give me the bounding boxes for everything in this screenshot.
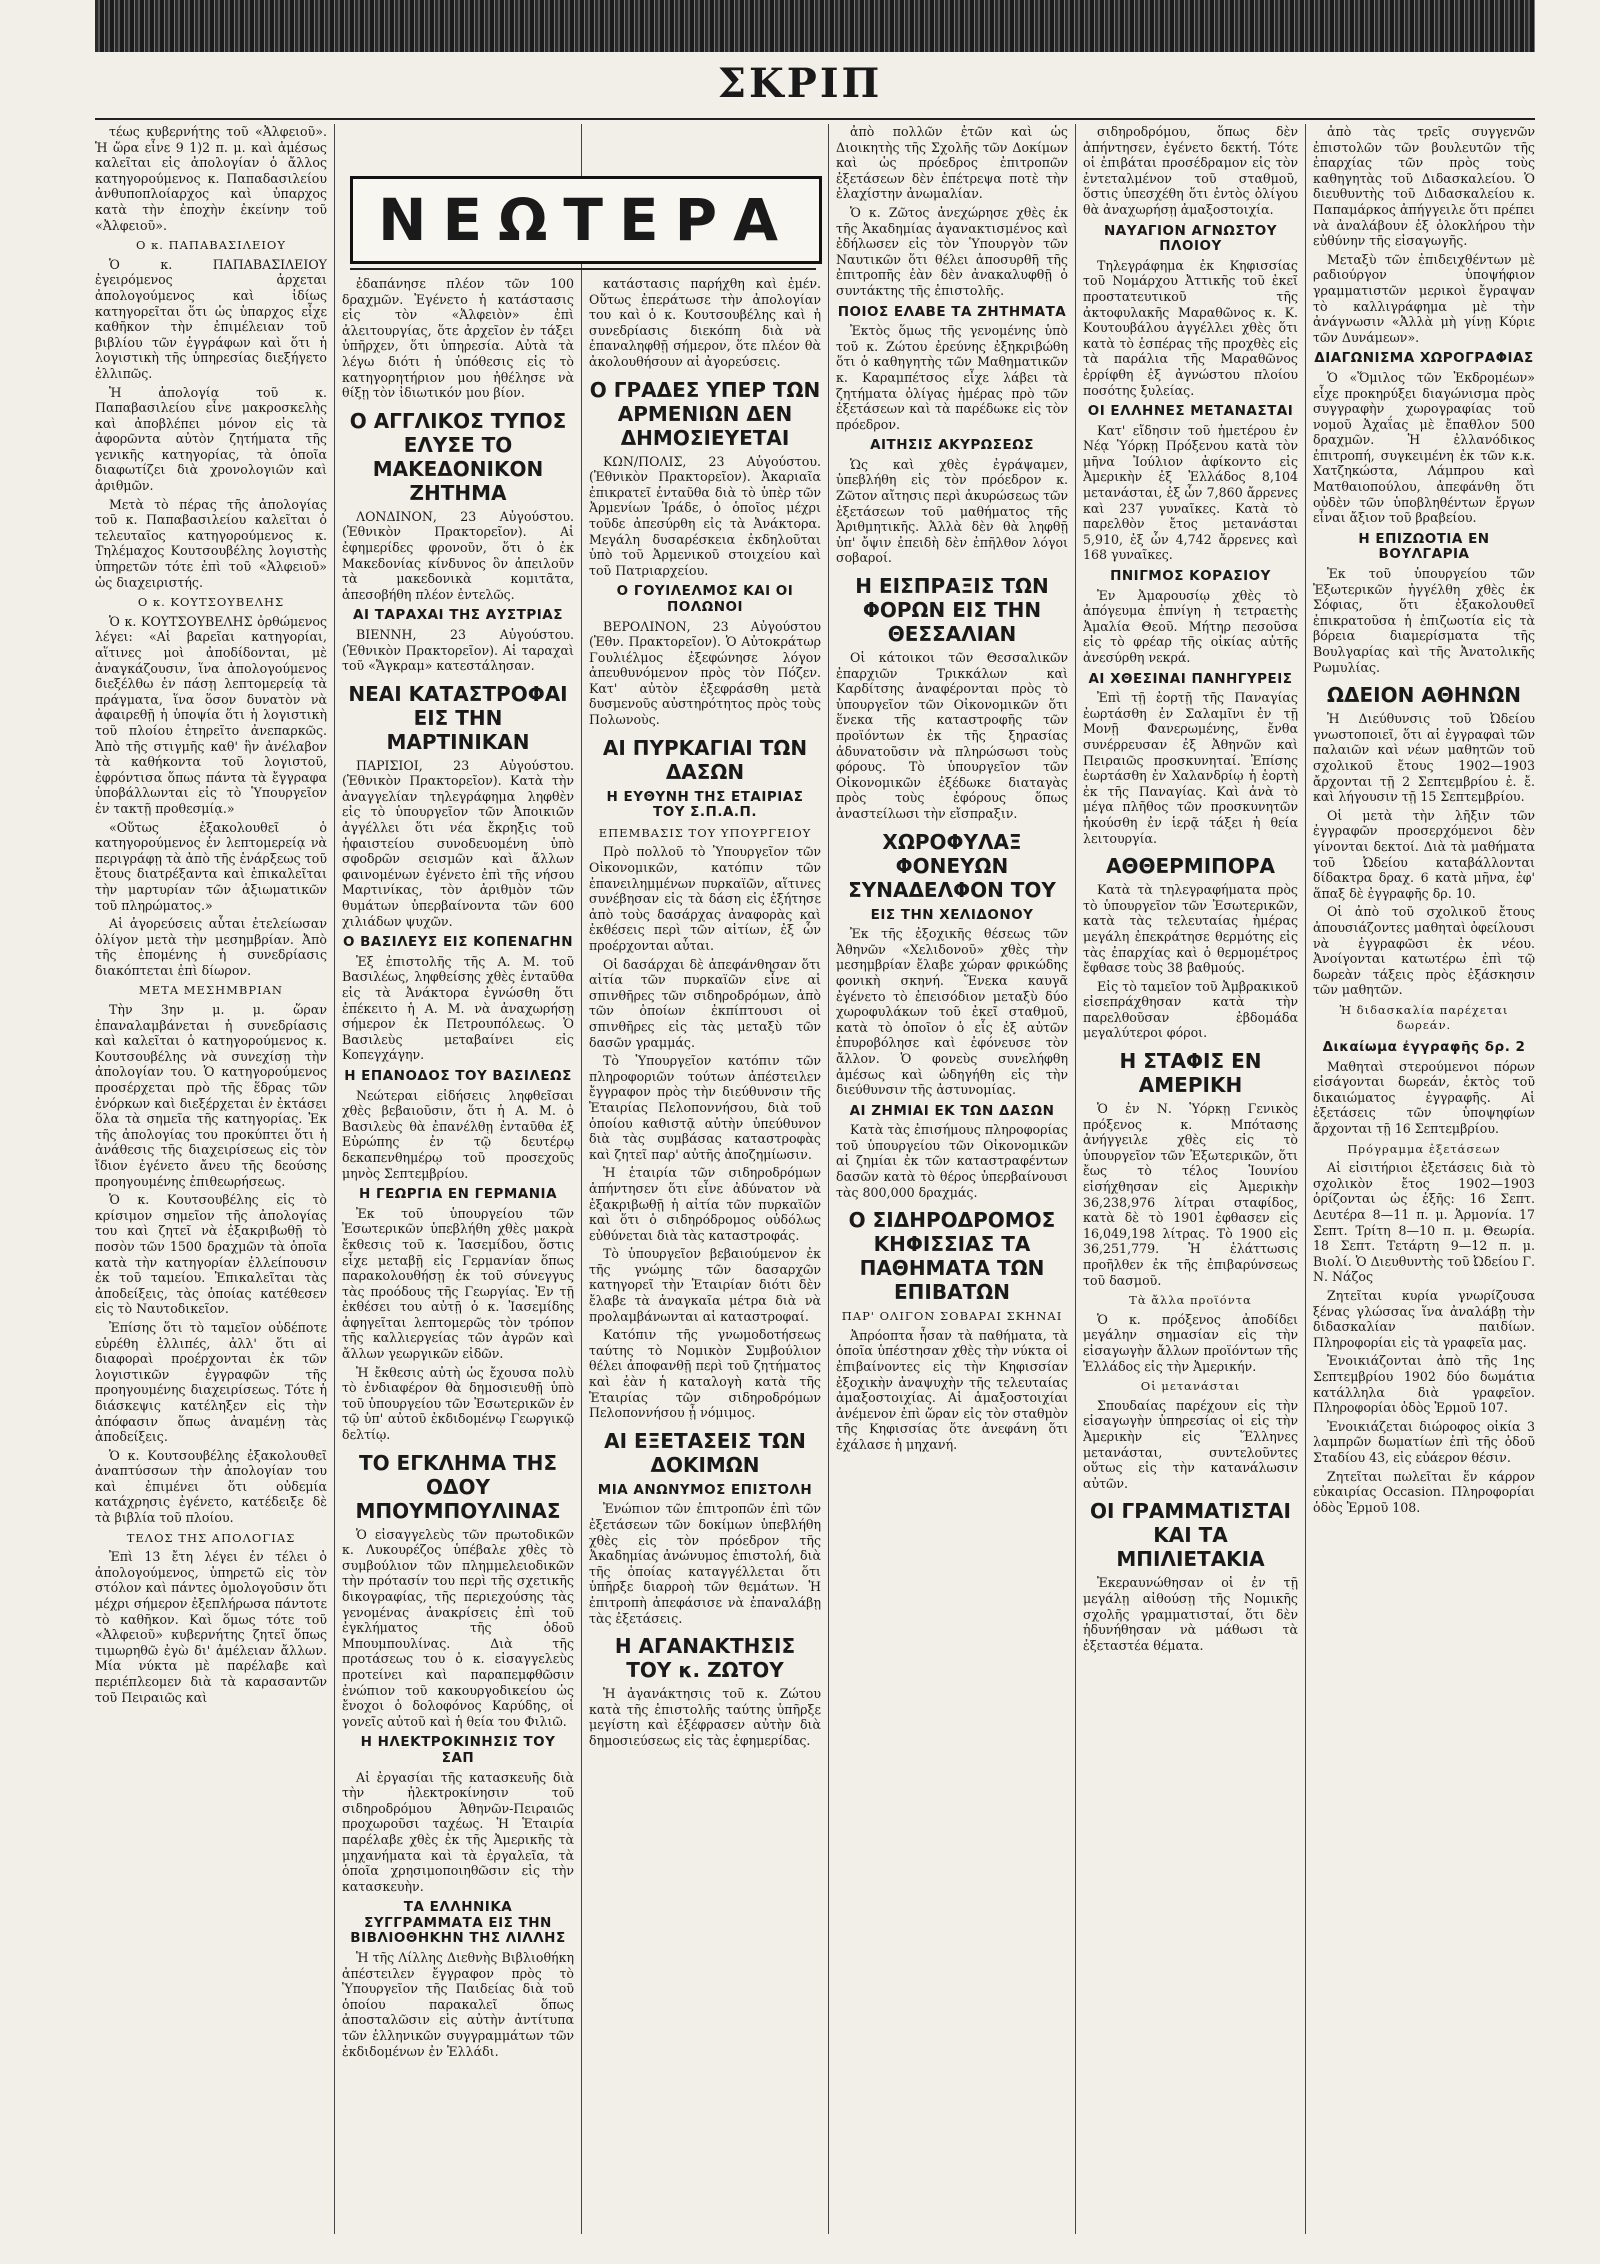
headline: ΧΩΡΟΦΥΛΑΞ ΦΟΝΕΥΩΝ ΣΥΝΑΔΕΛΦΟΝ ΤΟΥ (848, 829, 1056, 902)
subheading: Ἡ διδασκαλία παρέχεται δωρεάν. (1339, 1002, 1509, 1033)
column-divider (1305, 124, 1306, 2234)
section-heading: ΕΙΣ ΤΗΝ ΧΕΛΙΔΟΝΟΥ (870, 906, 1034, 923)
subheading: ΜΕΤΑ ΜΕΣΗΜΒΡΙΑΝ (138, 983, 283, 998)
column-divider (1075, 124, 1076, 2234)
paragraph: ΛΟΝΔΙΝΟΝ, 23 Αὐγούστου. (Ἐθνικὸν Πρακτορεῖον). Αἱ ἐφημερίδες φρονοῦν, ὅτι ὁ ἐκ Μακεδονίας κίνδυνος ὃν ἀπειλοῦν τὰ μακεδονικὰ κομιτᾶτα, ἀπεσοβήθη πλέον ἐντελῶς. (342, 508, 574, 602)
headline: ΝΕΑΙ ΚΑΤΑΣΤΡΟΦΑΙ ΕΙΣ ΤΗΝ ΜΑΡΤΙΝΙΚΑΝ (348, 681, 568, 754)
paragraph: Ὁ εἰσαγγελεὺς τῶν πρωτοδικῶν κ. Λυκουρέζος ὑπέβαλε χθὲς τὸ συμβούλιον τῶν πλημμελειοδικῶν τὴν πρότασίν του περὶ τῆς σχετικῆς δικογραφίας, τῆς περιεχούσης τὰς γενομένας ἀνακρίσεις ἐπὶ τοῦ ἐγκλήματος τῆς ὁδοῦ Μπουμπουλίνας. Διὰ τῆς προτάσεως του ὁ κ. εἰσαγγελεὺς προτείνει καὶ παραπεμφθῶσιν ἐνώπιον τοῦ κακουργοδικείου ὡς ἔνοχοι ὁ δολοφόνος Καρύδης, οἱ γονεῖς αὐτοῦ καὶ ἡ θεία του Φιλιῶ. (342, 1526, 574, 1729)
section-heading: Η ΓΕΩΡΓΙΑ ΕΝ ΓΕΡΜΑΝΙΑ (358, 1186, 558, 1203)
paragraph: Σπουδαίας παρέχουν εἰς τὴν εἰσαγωγὴν ὑπηρεσίας οἱ εἰς τὴν Ἀμερικὴν εἰς Ἕλληνες μετανάσται, συντελοῦντες οὕτως εἰς τὴν κατανάλωσιν αὐτῶν. (1083, 1397, 1298, 1491)
section-heading: ΑΙ ΖΗΜΙΑΙ ΕΚ ΤΩΝ ΔΑΣΩΝ (849, 1102, 1055, 1119)
headline: ΤΟ ΕΓΚΛΗΜΑ ΤΗΣ ΟΔΟΥ ΜΠΟΥΜΠΟΥΛΙΝΑΣ (355, 1450, 561, 1523)
paragraph: τέως κυβερνήτης τοῦ «Ἀλφειοῦ». Ἡ ὥρα εἶνε 9 1)2 π. μ. καὶ ἀμέσως καλεῖται εἰς ἀπολογίαν ὁ ἄλλος κατηγορούμενος κ. Παπαδασιλείου ἀνθυποπλοίαρχος καὶ ὑπαρχος κατὰ τὴν ἐποχὴν ἐκείνην τοῦ «Ἀλφειοῦ». (95, 124, 327, 233)
section-heading: Η ΕΠΑΝΟΔΟΣ ΤΟΥ ΒΑΣΙΛΕΩΣ (344, 1067, 572, 1084)
paragraph: Ἡ ἑταιρία τῶν σιδηροδρόμων ἀπήντησεν ὅτι εἶνε ἀδύνατον νὰ ἐξακριβωθῇ ἡ αἰτία τῶν πυρκαϊῶν καὶ ὅτι ὁ σιδηρόδρομος οὐδόλως εὐθύνεται διὰ τὰς καταστροφάς. (589, 1165, 821, 1243)
paragraph: ΠΑΡΙΣΙΟΙ, 23 Αὐγούστου. (Ἐθνικὸν Πρακτορεῖον). Κατὰ τὴν ἀναγγελίαν τηλεγράφημα ληφθὲν εἰς τὸ ὑπουργεῖον τῶν Ἀποικιῶν ἀγγέλλει ὅτι νέα ἔκρηξις τοῦ ἡφαιστείου συνοδευομένη ὑπὸ σφοδρῶν σεισμῶν καὶ ἄλλων φαινομένων ἐγένετο ἐπὶ τῆς νήσου Μαρτινίκας, τὸν ἀριθμὸν τῶν θυμάτων ὑπερβαίνοντα τῶν 600 χιλιάδων ψυχῶν. (342, 757, 574, 929)
section-heading: ΑΙΤΗΣΙΣ ΑΚΥΡΩΣΕΩΣ (870, 437, 1034, 454)
headline: ΑΙ ΕΞΕΤΑΣΕΙΣ ΤΩΝ ΔΟΚΙΜΩΝ (604, 1428, 806, 1477)
paragraph: Ἐπὶ 13 ἔτη λέγει ἐν τέλει ὁ ἀπολογούμενος, ὑπηρετῶ εἰς τὸν στόλον καὶ πάντες ὁμολογοῦσιν ὅτι μέχρι σήμερον ἐξεπλήρωσα πάντοτε τὸ καθῆκον. Καὶ ὅμως τότε τοῦ «Ἀλφειοῦ» κυβερνήτης ζητεῖ ὅπως τιμωρηθῶ ἐγὼ δι' ἀμέλειαν ἄλλων. Μία νύκτα μὲ παρέλαβε καὶ περιέπλεομεν διὰ τὰ καρασαντῶν τοῦ Πειραιῶς καὶ (95, 1549, 327, 1705)
subheading: ΠΑΡ' ΟΛΙΓΟΝ ΣΟΒΑΡΑΙ ΣΚΗΝΑΙ (841, 1309, 1063, 1324)
paragraph: Μετὰ τὸ πέρας τῆς ἀπολογίας τοῦ κ. Παπαβασιλείου καλεῖται ὁ τελευταῖος κατηγορούμενος κ. Τηλέμαχος Κουτσουβέλης λογιστὴς ὑπηρετῶν τότε ἐπὶ τοῦ «Ἀλφειοῦ» ὡς διαχειριστής. (95, 496, 327, 590)
section-heading: Δικαίωμα ἐγγραφῆς δρ. 2 (1322, 1039, 1526, 1056)
paragraph: Πρὸ πολλοῦ τὸ Ὑπουργεῖον τῶν Οἰκονομικῶν, κατόπιν τῶν ἐπανειλημμένων πυρκαϊῶν, αἵτινες συνέβησαν εἰς τὰ δάση εἰς ἐξήτησε ἀπὸ τοὺς δασάρχας ἀναφορὰς καὶ ἐκθέσεις περὶ τῶν αἰτίων, ἐξ ὧν προέρχονται αὗται. (589, 844, 821, 953)
headline: Ο ΑΓΓΛΙΚΟΣ ΤΥΠΟΣ ΕΛΥΣΕ ΤΟ ΜΑΚΕΔΟΝΙΚΟΝ ΖΗΤΗΜΑ (349, 408, 567, 505)
paragraph: Αἱ εἰσιτήριοι ἐξετάσεις διὰ τὸ σχολικὸν ἔτος 1902—1903 ὁρίζονται ὡς ἑξῆς: 16 Σεπτ. Δευτέρα 8—11 π. μ. Ἁρμονία. 17 Σεπτ. Τρίτη 8—10 π. μ. Θεωρία. 18 Σεπτ. Τετάρτη 9—12 π. μ. Βιολί. Ὁ Διευθυντὴς τοῦ Ὠδείου Γ. Ν. Νάζος (1313, 1160, 1535, 1285)
paragraph: κατάστασις παρήχθη καὶ ἐμέν. Οὕτως ἐπεράτωσε τὴν ἀπολογίαν του καὶ ὁ κ. Κουτσουβέλης καὶ ἡ συνεδρίασις διεκόπη διὰ νὰ ἐπαναληφθῇ σήμερον, ὅτε πλέον θὰ ἀκολουθήσουν αἱ ἀγορεύσεις. (589, 276, 821, 369)
paragraph: Ἐκτὸς ὅμως τῆς γενομένης ὑπὸ τοῦ κ. Ζώτου ἐρεύνης ἐξηκριβώθη ὅτι ὁ καθηγητὴς τῶν Μαθηματικῶν κ. Καραμπέτσος εἶχε λάβει τὰ ζητήματα ὀλίγας ἡμέρας πρὸ τῶν ἐξετάσεων καὶ τὰ παρέδωκε εἰς τὸν πρόεδρον. (836, 323, 1068, 432)
paragraph: Οἱ μετὰ τὴν λῆξιν τῶν ἐγγραφῶν προσερχόμενοι δὲν γίνονται δεκτοί. Διὰ τὰ μαθήματα τοῦ Ὠδείου καταβάλλονται δίδακτρα δραχ. 6 κατὰ μῆνα, ἐφ' ἅπαξ δὲ ἐγγραφῆς δρ. 10. (1313, 807, 1535, 901)
paragraph: Οἱ κάτοικοι τῶν Θεσσαλικῶν ἐπαρχιῶν Τρικκάλων καὶ Καρδίτσης ἀναφέρονται πρὸς τὸ ὑπουργεῖον τῶν Οἰκονομικῶν ὅτι ἕνεκα τῆς καταστροφῆς τῶν προϊόντων ἐκ τῆς ξηρασίας ἀδυνατοῦσιν νὰ πληρώσωσι τοὺς φόρους. Τὸ ὑπουργεῖον τῶν Οἰκονομικῶν ἐξέδωκε διαταγὰς πρὸς τοὺς ἐφόρους ὅπως ἀναστείλωσι τὴν εἴσπραξιν. (836, 650, 1068, 821)
paragraph: Ὁ ἐν Ν. Ὑόρκῃ Γενικὸς πρόξενος κ. Μπότασης ἀνήγγειλε χθὲς εἰς τὸ ὑπουργεῖον τῶν Ἐξωτερικῶν, ὅτι ἔως τὸ τέλος Ἰουνίου εἰσήχθησαν εἰς Ἀμερικὴν 36,238,976 λίτραι σταφίδος, κατὰ δὲ τὸ 1901 ἐφθασεν εἰς 16,049,198 λίτρας. Τὸ 1900 εἰς 36,251,779. Ἡ ἐλάττωσις προῆλθεν ἐκ τῆς ἐπιβαρύνσεως τοῦ δασμοῦ. (1083, 1101, 1298, 1288)
paragraph: Ἀπρόοπτα ἦσαν τὰ παθήματα, τὰ ὁποῖα ὑπέστησαν χθὲς τὴν νύκτα οἱ ἐπιβαίνοντες εἰς τὴν Κηφισσίαν ἐξοχικὴν ἀναψυχὴν τῆς τελευταίας ἀμαξοστοιχίας. Αἱ ἁμαξοστοιχίαι ἀνέμενον ἐπὶ ὥραν εἰς τὸν σταθμὸν τῆς Κηφισσίας ὅτε ἀνεφάνη ὅτι ἐχάλασε ἡ μηχανή. (836, 1327, 1068, 1452)
section-heading: ΤΑ ΕΛΛΗΝΙΚΑ ΣΥΓΓΡΑΜΜΑΤΑ ΕΙΣ ΤΗΝ ΒΙΒΛΙΟΘΗΚΗΝ ΤΗΣ ΛΙΛΛΗΣ (350, 1899, 566, 1947)
paragraph: Ἐνώπιον τῶν ἐπιτροπῶν ἐπὶ τῶν ἐξετάσεων τῶν δοκίμων ὑπεβλήθη χθὲς εἰς τὸν πρόεδρον τῆς Ἀκαδημίας ἀνώνυμος ἐπιστολή, διὰ τῆς ὁποίας καταγγέλλεται ὅτι ὑπῆρξε διαρροὴ τῶν θεμάτων. Ἡ ἐπιτροπὴ ἀπεφάσισε νὰ ἐπαναλάβῃ τὰς ἐξετάσεις. (589, 1501, 821, 1626)
paragraph: Κατὰ τὰς ἐπισήμους πληροφορίας τοῦ ὑπουργείου τῶν Οἰκονομικῶν αἱ ζημίαι ἐκ τῶν καταστραφέντων δασῶν κατὰ τὸ θέρος ὑπερβαίνουσι τὰς 800,000 δραχμάς. (836, 1122, 1068, 1200)
paragraph: Οἱ ἀπὸ τοῦ σχολικοῦ ἔτους ἀπουσιάζοντες μαθηταὶ ὀφείλουσι νὰ ἐγγραφῶσι ἐκ νέου. Ἀνοίγονται κατωτέρω ἐπὶ τῷ δωρεὰν τάξεις πρὸς ἐξάσκησιν τῶν μαθητῶν. (1313, 904, 1535, 998)
paragraph: ΚΩΝ/ΠΟΛΙΣ, 23 Αὐγούστου. (Ἐθνικὸν Πρακτορεῖον). Ἀκαριαῖα ἐπικρατεῖ ἐνταῦθα διὰ τὸ ὑπὲρ τῶν Ἀρμενίων Ἰράδε, ὁ ὁποῖος μέχρι τοῦδε ἀπεσύρθη εἰς τὰ Ἀνάκτορα. Μεγάλη δυσαρέσκεια ἐκδηλοῦται ὑπὸ τοῦ Ἀρμενικοῦ στοιχείου καὶ τοῦ Πατριαρχείου. (589, 453, 821, 578)
section-heading: Η ΕΠΙΖΩΟΤΙΑ ΕΝ ΒΟΥΛΓΑΡΙΑ (1358, 530, 1490, 563)
paragraph: Μαθηταὶ στερούμενοι πόρων εἰσάγονται δωρεάν, ἐκτὸς τοῦ δικαιώματος ἐγγραφῆς. Αἱ ἐξετάσεις τῶν ὑποψηφίων ἄρχονται τῇ 16 Σεπτεμβρίου. (1313, 1058, 1535, 1137)
paragraph: ἐδαπάνησε πλέον τῶν 100 δραχμῶν. Ἐγένετο ἡ κατάστασις εἰς τὸν «Ἀλφειὸν» ἐπὶ ἀλειτουργίας, ὅτε ἀρχεῖον ἐν τάξει ὑπῆρχεν, ὅτι ὑπηρεσία. Αὐτὰ τὰ λέγω διότι ἡ ὑπόθεσις εἰς τὸ κατηγορητήριον μου ἠθέλησε νὰ θίξῃ τὸν ἰδιωτικόν μου βίον. (342, 276, 574, 401)
paragraph: Ὁ κ. πρόξενος ἀποδίδει μεγάλην σημασίαν εἰς τὴν εἰσαγωγὴν ἄλλων προϊόντων τῆς Ἑλλάδος εἰς τὴν Ἀμερικήν. (1083, 1311, 1298, 1374)
paragraph: Νεώτεραι εἰδήσεις ληφθεῖσαι χθὲς βεβαιοῦσιν, ὅτι ἡ Α. Μ. ὁ Βασιλεὺς θὰ ἐπανέλθῃ ἐνταῦθα ἐξ Εὐρώπης ἐν τῷ δευτέρῳ δεκαπενθημέρῳ τοῦ προσεχοῦς μηνὸς Σεπτεμβρίου. (342, 1087, 574, 1181)
column-5 (1083, 124, 1298, 2234)
paragraph: Ἐκεραυνώθησαν οἱ ἐν τῇ μεγάλῃ αἰθούσῃ τῆς Νομικῆς σχολῆς γραμματισταί, ὅτι δὲν ἠδυνήθησαν νὰ μάθωσι τὰ ἐξεταστέα θέματα. (1083, 1575, 1298, 1653)
subheading: ΕΠΕΜΒΑΣΙΣ ΤΟΥ ΥΠΟΥΡΓΕΙΟΥ (598, 825, 812, 840)
paragraph: Ἡ ἀπολογία τοῦ κ. Παπαβασιλείου εἶνε μακροσκελὴς καὶ ἀποβλέπει μόνον εἰς τὰ ἀφορῶντα αὐτὸν ζητήματα τῆς γενικῆς κατηγορίας, τὰ ὁποῖα διαφωτίζει διὰ χρονολογιῶν καὶ ἀριθμῶν. (95, 384, 327, 494)
paragraph: Ὁ «Ὅμιλος τῶν Ἐκδρομέων» εἶχε προκηρύξει διαγώνισμα πρὸς συγγραφὴν χωρογραφίας τοῦ νομοῦ Ἀχαΐας μὲ ἔπαθλον 500 δραχμῶν. Ἡ ἐλλανόδικος ἐπιτροπή, συγκειμένη ἐκ τῶν κ.κ. Χατζηκώστα, Λάμπρου καὶ Ματθαιοπούλου, ἀπεφάνθη ὅτι οὐδὲν τῶν ὑποβληθέντων ἔργων εἶναι ἄξιον τοῦ βραβείου. (1313, 369, 1535, 526)
paragraph: Οἱ δασάρχαι δὲ ἀπεφάνθησαν ὅτι αἰτία τῶν πυρκαϊῶν εἶνε αἱ σπινθῆρες τῶν σιδηροδρόμων, ἀπὸ τῶν ὁποίων ἐκπίπτουσι οἱ σπινθῆρες εἰς τὰς μεταξὺ τῶν δασῶν γραμμάς. (589, 956, 821, 1050)
paragraph: Ἡ Διεύθυνσις τοῦ Ὠδείου γνωστοποιεῖ, ὅτι αἱ ἐγγραφαὶ τῶν παλαιῶν καὶ νέων μαθητῶν τοῦ σχολικοῦ ἔτους 1902—1903 ἄρχονται τῇ 2 Σεπτεμβρίου ἐ. ἔ. καὶ λήγουσιν τῇ 15 Σεπτεμβρίου. (1313, 711, 1535, 805)
paragraph: Ἐν Ἀμαρουσίῳ χθὲς τὸ ἀπόγευμα ἐπνίγη ἡ τετραετὴς Ἀμαλία Θεοῦ. Μήτηρ πεσοῦσα εἰς τὸ φρέαρ τῆς οἰκίας αὐτῆς ἀνεσύρθη νεκρά. (1083, 587, 1298, 665)
paragraph: Ὁ κ. ΠΑΠΑΒΑΣΙΛΕΙΟΥ ἐγειρόμενος ἀρχεται ἀπολογούμενος καὶ ἰδίως κατηγορεῖται ὅτι ὡς ὑπαρχος εἶχε καθῆκον τὴν ἐπιμέλειαν τοῦ βιβλίου τῶν ἐγγράφων καὶ ὅτι ἡ λογιστικὴ τῆς ὑπηρεσίας διεξήγετο ἐλλιπῶς. (95, 256, 327, 381)
section-heading: ΜΙΑ ΑΝΩΝΥΜΟΣ ΕΠΙΣΤΟΛΗ (597, 1481, 813, 1498)
column-1 (95, 124, 327, 2234)
subheading: Ο κ. ΠΑΠΑΒΑΣΙΛΕΙΟΥ (136, 238, 286, 253)
paragraph: ἀπὸ πολλῶν ἐτῶν καὶ ὡς Διοικητὴς τῆς Σχολῆς τῶν Δοκίμων καὶ ὡς πρόεδρος ἐπιτροπῶν ἐξετάσεων δὲν ἐπέτρεψα ποτὲ τὴν ἐλαχίστην ἀνωμαλίαν. (836, 124, 1068, 202)
paragraph: Ζητεῖται πωλεῖται ἕν κάρρον εὐκαιρίας Occasion. Πληροφορίαι ὁδὸς Ἑρμοῦ 108. (1313, 1468, 1535, 1515)
paragraph: «Οὕτως ἐξακολουθεῖ ὁ κατηγορούμενος ἐν λεπτομερείᾳ νὰ περιγράφῃ τὰ ἀπὸ τῆς ἐνάρξεως τοῦ ἔτους διατρέξαντα καὶ ἐπικαλεῖται τὴν μαρτυρίαν τῶν ἀξιωματικῶν τοῦ πληρώματος.» (95, 819, 327, 913)
paragraph: Μεταξὺ τῶν ἐπιδειχθέντων μὲ ραδιούργον ὑποψήφιον γραμματιστῶν μερικοὶ ἔγραψαν τὸ καλλιγράφημα μὲ τὴν ἀνάγνωσιν «Ἀλλὰ μὴ γίνῃ Κύριε τῶν Δυνάμεων». (1313, 251, 1535, 345)
subheading: Πρόγραμμα ἐξετάσεων (1347, 1141, 1501, 1156)
paragraph: Εἰς τὸ ταμεῖον τοῦ Ἀμβρακικοῦ εἰσεπράχθησαν κατὰ τὴν παρελθοῦσαν ἑβδομάδα μεγαλύτεροι φόροι. (1083, 978, 1298, 1041)
subheading: Ο κ. ΚΟΥΤΣΟΥΒΕΛΗΣ (137, 595, 285, 610)
subheading: Οἱ μετανάσται (1140, 1379, 1241, 1394)
paragraph: Ἐπίσης ὅτι τὸ ταμεῖον οὐδέποτε εὑρέθη ἐλλιπές, ἀλλ' ὅτι αἱ διαφοραὶ προέρχονται ἐκ τῶν λογιστικῶν ἐγγραφῶν τῆς προηγουμένης διαχειρίσεως. Τότε ἡ διάσκεψις κατέληξεν εἰς τὴν ἀπόφασιν ὅπως ἀναμένῃ τὰς ἀποδείξεις. (95, 1319, 327, 1445)
section-heading: Η ΕΥΘΥΝΗ ΤΗΣ ΕΤΑΙΡΙΑΣ ΤΟΥ Σ.Π.Α.Π. (606, 788, 804, 821)
column-divider (581, 124, 582, 2234)
paragraph: Τηλεγράφημα ἐκ Κηφισσίας τοῦ Νομάρχου Ἀττικῆς τοῦ ἐκεῖ προστατευτικοῦ τῆς ἀκτοφυλακῆς Μαραθῶνος κ. Κ. Κουτουβάλου ἀγγέλλει χθὲς ὅτι κατὰ τὸ ἑσπέρας τῆς προχθὲς εἰς τὰ παράλια τῆς Μαραθῶνος ἐρρίφθη ἐξ ἀγνώστου πλοίου ποσότης ξυλείας. (1083, 257, 1298, 398)
masthead-rule (95, 118, 1535, 120)
paragraph: Ἡ τῆς Λίλλης Διεθνὴς Βιβλιοθήκη ἀπέστειλεν ἔγγραφον πρὸς τὸ Ὑπουργεῖον τῆς Παιδείας διὰ τοῦ ὁποίου παρακαλεῖ ὅπως ἀποσταλῶσιν εἰς αὐτὴν ἀντίτυπα τῶν ἑλληνικῶν συγγραμμάτων τῶν ἐκδιδομένων ἐν Ἑλλάδι. (342, 1950, 574, 2059)
paragraph: ΒΕΡΟΛΙΝΟΝ, 23 Αὐγούστου (Ἐθν. Πρακτορεῖον). Ὁ Αὐτοκράτωρ Γουλιέλμος ἐξεφώνησε λόγον ἀπευθυνόμενον πρὸς τὸν Πόζεν. Κατ' αὐτὸν ἐξεφράσθη μετὰ δυσμενοῦς αὐστηρότητος πρὸς τοὺς Πολωνοὺς. (589, 618, 821, 728)
paragraph: Ὁ κ. Ζῶτος ἀνεχώρησε χθὲς ἐκ τῆς Ἀκαδημίας ἀγανακτισμένος καὶ ἐδήλωσεν εἰς τὸν Ὑπουργὸν τῶν Ναυτικῶν ὅτι θέλει ἀποσυρθῆ τῆς ἐπιτροπῆς ἐὰν δὲν ἀνακαλυφθῇ ὁ συντάκτης τῆς ἐπιστολῆς. (836, 204, 1068, 298)
paragraph: Ὁ κ. Κουτσουβέλης εἰς τὸ κρίσιμον σημεῖον τῆς ἀπολογίας του καὶ ζητεῖ νὰ ἐξακριβωθῇ τὸ ποσὸν τῶν 1500 δραχμῶν τὰ ὁποῖα κατὰ τὴν κατηγορίαν ἐλλείπουσιν ἐκ τοῦ ταμείου. Ἐπικαλεῖται τὰς ἀποδείξεις, τὰς ὁποίας κατέθεσεν εἰς τὸ Ναυτοδικεῖον. (95, 1192, 327, 1317)
paragraph: ΒΙΕΝΝΗ, 23 Αὐγούστου. (Ἐθνικὸν Πρακτορεῖον). Αἱ ταραχαὶ τοῦ «Ἄγκραμ» κατεστάλησαν. (342, 626, 574, 674)
section-heading: ΠΝΙΓΜΟΣ ΚΟΡΑΣΙΟΥ (1110, 568, 1271, 585)
paragraph: Ἐνοικιάζονται ἀπὸ τῆς 1ης Σεπτεμβρίου 1902 δύο δωμάτια κατάλληλα διὰ γραφεῖον. Πληροφορίαι ὁδὸς Ἑρμοῦ 107. (1313, 1353, 1535, 1416)
paragraph: σιδηροδρόμου, ὅπως δὲν ἀπήντησεν, ἐγένετο δεκτή. Τότε οἱ ἐπιβάται προσέδραμον εἰς τὸν ἐντεταλμένον τοῦ σταθμοῦ, ὅστις ὑπεσχέθη ὅτι ἐντὸς ὀλίγου θὰ ἀναχωρήσῃ ἀμαξοστοιχία. (1083, 124, 1298, 217)
column-divider (828, 124, 829, 2234)
paragraph: Κατ' εἴδησιν τοῦ ἡμετέρου ἐν Νέᾳ Ὑόρκῃ Πρόξενου κατὰ τὸν μῆνα Ἰούλιον ἀφίκοντο εἰς Ἀμερικὴν ἐξ Ἑλλάδος 8,104 μετανάσται, ἐξ ὧν 7,860 ἄρρενες καὶ 237 γυναῖκες. Κατὰ τὸ παρελθὸν ἔτος μετανάσται 5,910, ἐξ ὧν 4,742 ἄρρενες καὶ 168 γυναῖκες. (1083, 422, 1298, 563)
neotera-banner: ΝΕΩΤΕΡΑ (350, 176, 822, 264)
headline: Η ΕΙΣΠΡΑΞΙΣ ΤΩΝ ΦΟΡΩΝ ΕΙΣ ΤΗΝ ΘΕΣΣΑΛΙΑΝ (855, 574, 1049, 647)
paragraph: Αἱ ἐργασίαι τῆς κατασκευῆς διὰ τὴν ἠλεκτροκίνησιν τοῦ σιδηροδρόμου Ἀθηνῶν-Πειραιῶς προχωροῦσι ταχέως. Ἡ Ἑταιρία παρέλαβε χθὲς ἐκ τῆς Ἀμερικῆς τὰ μηχανήματα καὶ τὰ ἐργαλεῖα, τὰ ὁποῖα χρησιμοποιηθῶσιν εἰς τὴν κατασκευὴν. (342, 1769, 574, 1894)
paragraph: Ἡ ἀγανάκτησις τοῦ κ. Ζώτου κατὰ τῆς ἐπιστολῆς ταύτης ὑπῆρξε μεγίστη καὶ ἐξέφρασεν αὐτὴν διὰ δημοσιεύσεως εἰς τὰς ἐφημερίδας. (589, 1686, 821, 1748)
headline: Ο ΓΡΑΔΕΣ ΥΠΕΡ ΤΩΝ ΑΡΜΕΝΙΩΝ ΔΕΝ ΔΗΜΟΣΙΕΥΕΤΑΙ (589, 377, 821, 450)
paragraph: Ζητεῖται κυρία γνωρίζουσα ξένας γλώσσας ἵνα ἀναλάβῃ τὴν διδασκαλίαν παιδίων. Πληροφορίαι εἰς τὰ γραφεῖα μας. (1313, 1287, 1535, 1350)
section-heading: ΠΟΙΟΣ ΕΛΑΒΕ ΤΑ ΖΗΤΗΜΑΤΑ (837, 303, 1067, 320)
paragraph: ἀπὸ τὰς τρεῖς συγγενῶν ἐπιστολῶν τῶν βουλευτῶν τῆς ἐπαρχίας τῶν πρὸς τοὺς καθηγητὰς τοῦ Διδασκαλείου. Ὁ διευθυντὴς τοῦ Διδασκαλείου κ. Παπαμάρκος ἀπήγγειλε ὅτι πρέπει νὰ ἀναλάβουν ἐξ ὁλοκλήρου τὴν εὐθύνην τῆς εἰσαγωγῆς. (1313, 124, 1535, 249)
paragraph: Ἐπὶ τῇ ἑορτῇ τῆς Παναγίας ἐωρτάσθη ἐν Σαλαμῖνι ἐν τῇ Μονῇ Φανερωμένης, ἔνθα συνέρρευσαν ἐξ Ἀθηνῶν καὶ Πειραιῶς προσκυνηταί. Ἐπίσης ἑωρτάσθη ἐν Χαλανδρίῳ ἡ ἑορτὴ ἐκ τῆς Παναγίας. Καὶ ἀνὰ τὸ μέγα πλῆθος τῶν προσκυνητῶν ἠκούσθη ἐν ἱερᾷ τάξει ἡ θεία λειτουργία. (1083, 690, 1298, 846)
column-divider (334, 124, 335, 2234)
section-heading: Ο ΓΟΥΙΛΕΛΜΟΣ ΚΑΙ ΟΙ ΠΟΛΩΝΟΙ (616, 583, 794, 615)
paragraph: Ἐκ τοῦ ὑπουργείου τῶν Ἐξωτερικῶν ἠγγέλθη χθὲς ἐκ Σόφιας, ὅτι ἐξακολουθεῖ ἐπικρατοῦσα ἡ ἐπιζωοτία εἰς τὰ βόρεια διαμερίσματα τῆς Βουλγαρίας καὶ τῆς Ἀνατολικῆς Ρωμυλίας. (1313, 566, 1535, 675)
headline: Ο ΣΙΔΗΡΟΔΡΟΜΟΣ ΚΗΦΙΣΣΙΑΣ ΤΑ ΠΑΘΗΜΑΤΑ ΤΩΝ ΕΠΙΒΑΤΩΝ (848, 1208, 1056, 1305)
top-scan-band (95, 0, 1535, 52)
section-heading: ΑΙ ΧΘΕΣΙΝΑΙ ΠΑΝΗΓΥΡΕΙΣ (1088, 670, 1293, 687)
paragraph: Ἐκ τοῦ ὑπουργείου τῶν Ἐσωτερικῶν ὑπεβλήθη χθὲς μακρὰ ἔκθεσις τοῦ κ. Ἰασεμίδου, ὅστις εἶχε μεταβῇ εἰς Γερμανίαν ὅπως παρακολουθήσῃ ἐκ τοῦ σύνεγγυς τὰς προόδους τῆς Γεωργίας. Ἐν τῇ ἐκθέσει του αὐτῇ ὁ κ. Ἰασεμίδης ἀφηγεῖται λεπτομερῶς τὸν τρόπον τῆς καλλιεργείας τῶν ἀγρῶν καὶ ἄλλων γεωργικῶν εἰδῶν. (342, 1205, 574, 1362)
column-6 (1313, 124, 1535, 2234)
section-heading: ΑΙ ΤΑΡΑΧΑΙ ΤΗΣ ΑΥΣΤΡΙΑΣ (353, 607, 563, 624)
column-3 (589, 276, 821, 2234)
paragraph: Ἡ ἔκθεσις αὐτὴ ὡς ἔχουσα πολὺ τὸ ἐνδιαφέρον θὰ δημοσιευθῇ ὑπὸ τοῦ ὑπουργείου τῶν Ἐσωτερικῶν ἐν τῷ ὑπ' αὐτοῦ ἐκδιδομένῳ Γεωργικῷ δελτίῳ. (342, 1364, 574, 1443)
subheading: ΤΕΛΟΣ ΤΗΣ ΑΠΟΛΟΓΙΑΣ (126, 1530, 296, 1545)
headline: Η ΑΓΑΝΑΚΤΗΣΙΣ ΤΟΥ κ. ΖΩΤΟΥ (614, 1634, 796, 1683)
paragraph: Ὁ κ. ΚΟΥΤΣΟΥΒΕΛΗΣ ὀρθώμενος λέγει: «Αἱ βαρεῖαι κατηγορίαι, αἵτινες μοὶ ἀποδίδονται, μὲ ἀναγκάζουσιν, ἵνα ἀπολογούμενος διεξέλθω ἐν πάσῃ λεπτομερείᾳ τὰ πράγματα, ἵνα ὅσον δυνατὸν νὰ ἀφαιρεθῇ ἡ ὑποψία ὅτι ἡ λογιστικὴ τοῦ πλοίου ἐτηρεῖτο ἀνεπαρκῶς. Ἀπὸ τῆς στιγμῆς καθ' ἣν ἀνέλαβον τὰ καθήκοντα τοῦ λογιστοῦ, ἐφρόντισα ὅπως πάντα τὰ ἔγγραφα ὑποβάλλωνται εἰς τὸ Ὑπουργεῖον ἐν τακτῇ προθεσμίᾳ.» (95, 613, 327, 816)
section-heading: ΝΑΥΑΓΙΟΝ ΑΓΝΩΣΤΟΥ ΠΛΟΙΟΥ (1103, 222, 1278, 255)
paragraph: Τὸ Ὑπουργεῖον κατόπιν τῶν πληροφοριῶν τούτων ἀπέστειλεν ἔγγραφον πρὸς τὴν διεύθυνσιν τῆς Ἑταιρίας Πελοποννήσου, διὰ τοῦ ὁποίου καθιστᾷ αὐτὴν ὑπεύθυνον διὰ τὰς συμβάσας καταστροφὰς καὶ ζητεῖ παρ' αὐτῆς ἀποζημίωσιν. (589, 1053, 821, 1162)
masthead-title: ΣΚΡΙΠ (717, 60, 883, 107)
paragraph: Κατόπιν τῆς γνωμοδοτήσεως ταύτης τὸ Νομικὸν Συμβούλιον θέλει ἀποφανθῇ περὶ τοῦ ζητήματος καὶ ἐὰν ἡ καταλογὴ κατὰ τῆς Ἑταιρίας τῶν σιδηροδρόμων Πελοποννήσου ᾖ νόμιμος. (589, 1327, 821, 1421)
paragraph: Ἐνοικιάζεται διώροφος οἰκία 3 λαμπρῶν δωματίων ἐπὶ τῆς ὁδοῦ Σταδίου 43, εἰς εὐάερον θέσιν. (1313, 1418, 1535, 1465)
section-heading: Ο ΒΑΣΙΛΕΥΣ ΕΙΣ ΚΟΠΕΝΑΓΗΝ (342, 934, 574, 951)
paragraph: Ὁ κ. Κουτσουβέλης ἐξακολουθεῖ ἀναπτύσσων τὴν ἀπολογίαν του καὶ ἐπιμένει ὅτι οὐδεμία κατάχρησις ἐγένετο, κατέδειξε δὲ τὰ βιβλία τοῦ πλοίου. (95, 1447, 327, 1526)
paragraph: Ὡς καὶ χθὲς ἐγράψαμεν, ὑπεβλήθη εἰς τὸν πρόεδρον κ. Ζῶτον αἴτησις περὶ ἀκυρώσεως τῶν ἐξετάσεων τοῦ μαθήματος τῆς Ἀριθμητικῆς. Ἀλλὰ δὲν θὰ ληφθῇ ὑπ' ὄψιν ἐπειδὴ δὲν ἐπῆλθον λόγοι σοβαροί. (836, 456, 1068, 566)
column-2 (342, 276, 574, 2234)
headline: ΟΙ ΓΡΑΜΜΑΤΙΣΤΑΙ ΚΑΙ ΤΑ ΜΠΙΛΙΕΤΑΚΙΑ (1090, 1499, 1291, 1572)
column-4 (836, 124, 1068, 2234)
section-heading: ΟΙ ΕΛΛΗΝΕΣ ΜΕΤΑΝΑΣΤΑΙ (1087, 403, 1294, 420)
subheading: Τὰ ἄλλα προϊόντα (1129, 1293, 1252, 1308)
headline: ΩΔΕΙΟΝ ΑΘΗΝΩΝ (1327, 683, 1521, 708)
headline: Η ΣΤΑΦΙΣ ΕΝ ΑΜΕΡΙΚΗ (1119, 1049, 1262, 1098)
headline: ΑΘΘΕΡΜΙΠΟΡΑ (1105, 854, 1276, 879)
paragraph: Αἱ ἀγορεύσεις αὗται ἐτελείωσαν ὀλίγον μετὰ τὴν μεσημβρίαν. Ἀπὸ τῆς ἐπομένης ἡ συνεδρίασις διακόπτεται ἐπὶ δίωρον. (95, 916, 327, 978)
paragraph: Τὴν 3ην μ. μ. ὥραν ἐπαναλαμβάνεται ἡ συνεδρίασις καὶ καλεῖται ὁ κατηγορούμενος κ. Κουτσουβέλης νὰ συνεχίσῃ τὴν ἀπολογίαν του. Ὁ κατηγορούμενος προσέρχεται πρὸ τῆς ἕδρας τῶν ἐνόρκων καὶ διεξέρχεται ἐν ἐκτάσει ὅλα τὰ σημεῖα τῆς κατηγορίας. Ἐκ τῆς ἀπολογίας του προκύπτει ὅτι ἡ ἀνάθεσις τῆς διαχειρίσεως εἰς τὸν ἴδιον ἐγένετο ἄνευ τῆς δεούσης προηγουμένης ἐπιθεωρήσεως. (95, 1002, 327, 1189)
section-heading: ΔΙΑΓΩΝΙΣΜΑ ΧΩΡΟΓΡΑΦΙΑΣ (1314, 350, 1534, 367)
banner-rule (350, 268, 816, 270)
section-heading: Η ΗΛΕΚΤΡΟΚΙΝΗΣΙΣ ΤΟΥ ΣΑΠ (360, 1734, 556, 1766)
paragraph: Τὸ ὑπουργεῖον βεβαιούμενον ἐκ τῆς γνώμης τῶν δασαρχῶν κατηγορεῖ τὴν Ἑταιρίαν διότι δὲν ἔλαβε τὰ ἀναγκαῖα μέτρα διὰ νὰ προλαμβάνωνται αἱ καταστροφαί. (589, 1246, 821, 1324)
paragraph: Ἐκ τῆς ἐξοχικῆς θέσεως τῶν Ἀθηνῶν «Χελιδονοῦ» χθὲς τὴν μεσημβρίαν ἔλαβε χώραν φρικώδης φονικὴ σκηνή. Ἕνεκα καυγᾶ ἐγένετο τὸ ἐπεισόδιον μεταξὺ δύο χωροφυλάκων τοῦ ἐκεῖ σταθμοῦ, κατὰ τὸ ὁποῖον ὁ εἷς ἐξ αὐτῶν ἐπυροβόλησε καὶ ἐφόνευσε τὸν ἄλλον. Ὁ φονεὺς συνελήφθη ἀμέσως καὶ ὡδηγήθη εἰς τὴν διεύθυνσιν τῆς ἀστυνομίας. (836, 926, 1068, 1098)
paragraph: Ἐξ ἐπιστολῆς τῆς Α. Μ. τοῦ Βασιλέως, ληφθείσης χθὲς ἐνταῦθα εἰς τὰ Ἀνάκτορα ἐγνώσθη ὅτι ἐπέκειτο ἡ Α. Μ. νὰ ἀναχωρήσῃ σήμερον ἐκ Πετρουπόλεως. Ὁ Βασιλεὺς μεταβαίνει εἰς Κοπεγχάγην. (342, 953, 574, 1063)
headline: ΑΙ ΠΥΡΚΑΓΙΑΙ ΤΩΝ ΔΑΣΩΝ (602, 735, 808, 784)
paragraph: Κατὰ τὰ τηλεγραφήματα πρὸς τὸ ὑπουργεῖον τῶν Ἐσωτερικῶν, κατὰ τὰς τελευταίας ἡμέρας μεγάλη ἐπεκράτησε θερμότης εἰς τὰς ἐπαρχίας καὶ ὁ θερμομέτρος ἔφθασε τοὺς 38 βαθμούς. (1083, 882, 1298, 976)
